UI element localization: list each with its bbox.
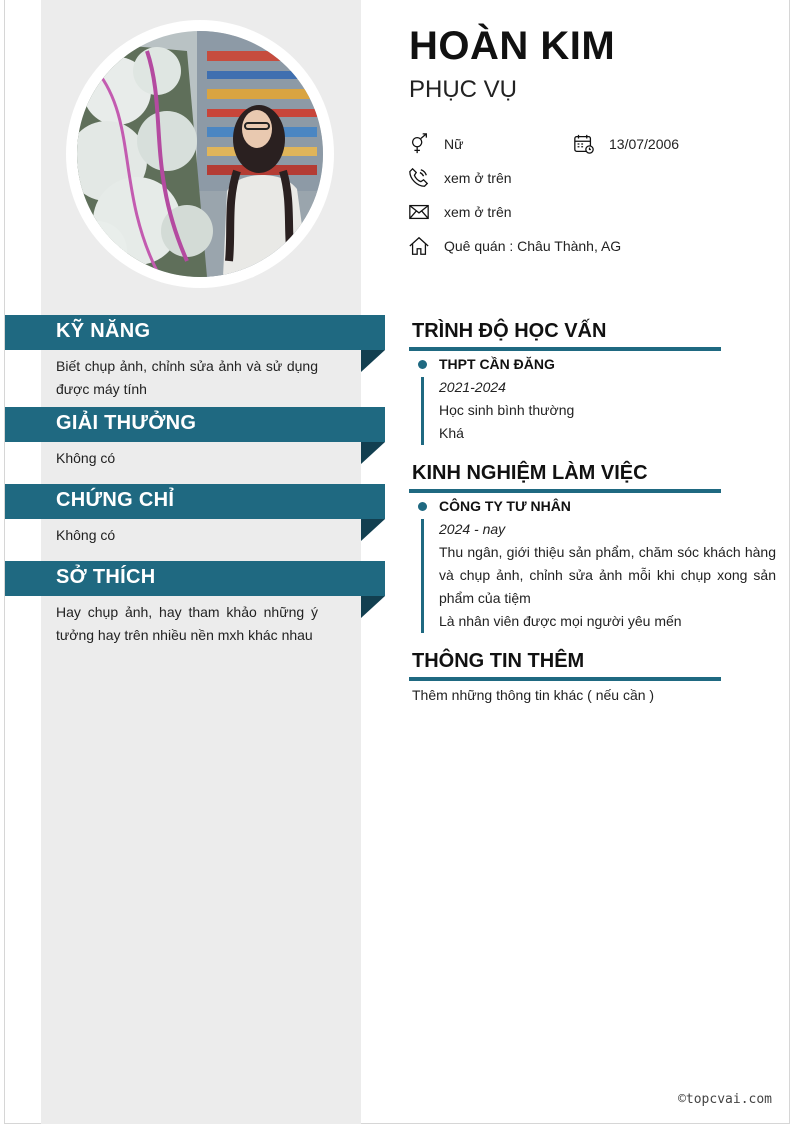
skills-fold — [361, 350, 385, 372]
phone-value: xem ở trên — [444, 170, 512, 186]
experience-timeline — [421, 519, 424, 633]
experience-underline — [409, 489, 721, 493]
extra-underline — [409, 677, 721, 681]
email-icon — [407, 200, 431, 224]
hobbies-fold — [361, 596, 385, 618]
experience-time: 2024 - nay — [439, 521, 506, 537]
birthday-row — [572, 132, 679, 156]
awards-fold — [361, 442, 385, 464]
certificates-title: CHỨNG CHỈ — [56, 489, 175, 511]
education-title: TRÌNH ĐỘ HỌC VẤN — [412, 320, 607, 342]
hobbies-header — [5, 561, 385, 596]
phone-row — [407, 166, 512, 190]
phone-icon — [407, 166, 431, 190]
email-row — [407, 200, 512, 224]
education-school: THPT CẦN ĐĂNG — [439, 356, 555, 372]
awards-header — [5, 407, 385, 442]
hobbies-title: SỞ THÍCH — [56, 566, 156, 588]
education-time: 2021-2024 — [439, 379, 506, 395]
hometown-value: Quê quán : Châu Thành, AG — [444, 238, 622, 254]
experience-bullet — [418, 502, 427, 511]
gender-row — [407, 132, 463, 156]
home-icon — [407, 234, 431, 258]
avatar — [77, 31, 323, 277]
calendar-icon — [572, 132, 596, 156]
avatar-frame — [66, 20, 334, 288]
candidate-position: PHỤC VỤ — [409, 76, 518, 103]
gender-value: Nữ — [444, 136, 464, 152]
skills-title: KỸ NĂNG — [56, 320, 151, 342]
certificates-text: Không có — [56, 527, 116, 543]
education-timeline — [421, 377, 424, 445]
awards-title: GIẢI THƯỞNG — [56, 412, 197, 434]
experience-company: CÔNG TY TƯ NHÂN — [439, 498, 571, 514]
education-line-1: Học sinh bình thường — [439, 402, 575, 418]
skills-text: Biết chụp ảnh, chỉnh sửa ảnh và sử dụng được máy tính — [56, 358, 318, 397]
experience-line-2: Là nhân viên được mọi người yêu mến — [439, 613, 682, 629]
education-bullet — [418, 360, 427, 369]
birthday-value: 13/07/2006 — [609, 136, 680, 152]
experience-line-1: Thu ngân, giới thiệu sản phẩm, chăm sóc khách hàng và chụp ảnh, chỉnh sửa ảnh mỗi khi chụp xong sản phẩm của tiệm — [439, 544, 776, 606]
gender-icon — [407, 132, 431, 156]
candidate-name: HOÀN KIM — [409, 24, 616, 68]
certificates-header — [5, 484, 385, 519]
education-underline — [409, 347, 721, 351]
experience-title: KINH NGHIỆM LÀM VIỆC — [412, 462, 648, 484]
certificates-fold — [361, 519, 385, 541]
extra-text: Thêm những thông tin khác ( nếu cần ) — [412, 687, 655, 703]
hobbies-text: Hay chụp ảnh, hay tham khảo những ý tưởng hay trên nhiều nền mxh khác nhau — [56, 604, 318, 643]
hometown-row — [407, 234, 621, 258]
skills-header — [5, 315, 385, 350]
email-value: xem ở trên — [444, 204, 512, 220]
extra-title: THÔNG TIN THÊM — [412, 650, 585, 672]
awards-text: Không có — [56, 450, 116, 466]
education-line-2: Khá — [439, 425, 464, 441]
cv-page — [4, 0, 790, 1124]
watermark: ©topcvai.com — [678, 1092, 772, 1107]
